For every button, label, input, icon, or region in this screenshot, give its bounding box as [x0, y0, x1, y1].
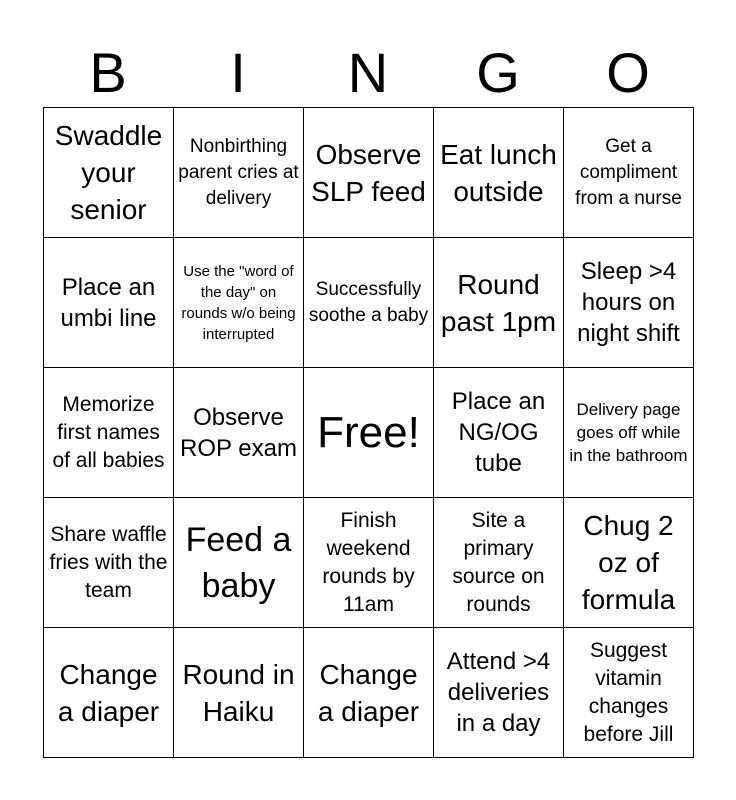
bingo-cell[interactable] [434, 108, 564, 238]
bingo-cell[interactable] [44, 238, 174, 368]
cell-text: Eat lunch outside [440, 138, 557, 207]
bingo-cell[interactable] [304, 238, 434, 368]
cell-text: Feed a baby [185, 520, 292, 605]
bingo-grid [43, 107, 694, 758]
header-letter-o: O [606, 41, 650, 104]
bingo-cell[interactable] [174, 108, 304, 238]
cell-text: Observe ROP exam [180, 403, 297, 462]
cell-text: Sleep >4 hours on night shift [577, 258, 680, 347]
bingo-cell[interactable] [434, 368, 564, 498]
cell-text: Round past 1pm [440, 268, 557, 337]
bingo-header [43, 38, 693, 108]
cell-text: Nonbirthing parent cries at delivery [178, 135, 299, 209]
bingo-cell[interactable] [434, 238, 564, 368]
cell-text: Suggest vitamin changes before Jill [583, 638, 674, 746]
cell-text: Share waffle fries with the team [49, 522, 168, 602]
cell-text: Place an umbi line [60, 273, 157, 332]
header-letter-b: B [89, 41, 127, 104]
cell-text: Place an NG/OG tube [451, 388, 546, 477]
cell-text: Free! [317, 407, 420, 457]
free-space-cell[interactable] [304, 368, 434, 498]
bingo-cell[interactable] [434, 498, 564, 628]
cell-text: Successfully soothe a baby [308, 278, 429, 326]
bingo-cell[interactable] [174, 368, 304, 498]
bingo-cell[interactable] [44, 628, 174, 758]
cell-text: Delivery page goes off while in the bathroom [569, 400, 688, 465]
bingo-cell[interactable] [434, 628, 564, 758]
bingo-cell[interactable] [174, 238, 304, 368]
bingo-cell[interactable] [44, 368, 174, 498]
bingo-cell[interactable] [304, 628, 434, 758]
cell-text: Observe SLP feed [311, 138, 426, 207]
bingo-cell[interactable] [564, 108, 694, 238]
cell-text: Attend >4 deliveries in a day [446, 648, 551, 737]
bingo-cell[interactable] [564, 498, 694, 628]
header-letter-i: I [230, 41, 246, 104]
bingo-cell[interactable] [564, 238, 694, 368]
bingo-cell[interactable] [44, 498, 174, 628]
cell-text: Swaddle your senior [54, 120, 163, 225]
cell-text: Use the "word of the day" on rounds w/o being interrupted [181, 262, 296, 343]
cell-text: Memorize first names of all babies [52, 392, 165, 472]
cell-text: Change a diaper [317, 658, 420, 727]
header-letter-g: G [476, 41, 520, 104]
cell-text: Finish weekend rounds by 11am [322, 508, 415, 616]
cell-text: Chug 2 oz of formula [581, 510, 676, 615]
bingo-cell[interactable] [174, 628, 304, 758]
cell-text: Change a diaper [57, 658, 160, 727]
bingo-cell[interactable] [564, 628, 694, 758]
cell-text: Round in Haiku [182, 658, 295, 727]
bingo-cell[interactable] [44, 108, 174, 238]
cell-text: Get a compliment from a nurse [575, 135, 682, 209]
cell-text: Site a primary source on rounds [452, 508, 545, 616]
bingo-cell[interactable] [174, 498, 304, 628]
bingo-cell[interactable] [304, 108, 434, 238]
bingo-cell[interactable] [564, 368, 694, 498]
bingo-cell[interactable] [304, 498, 434, 628]
header-letter-n: N [347, 41, 389, 104]
